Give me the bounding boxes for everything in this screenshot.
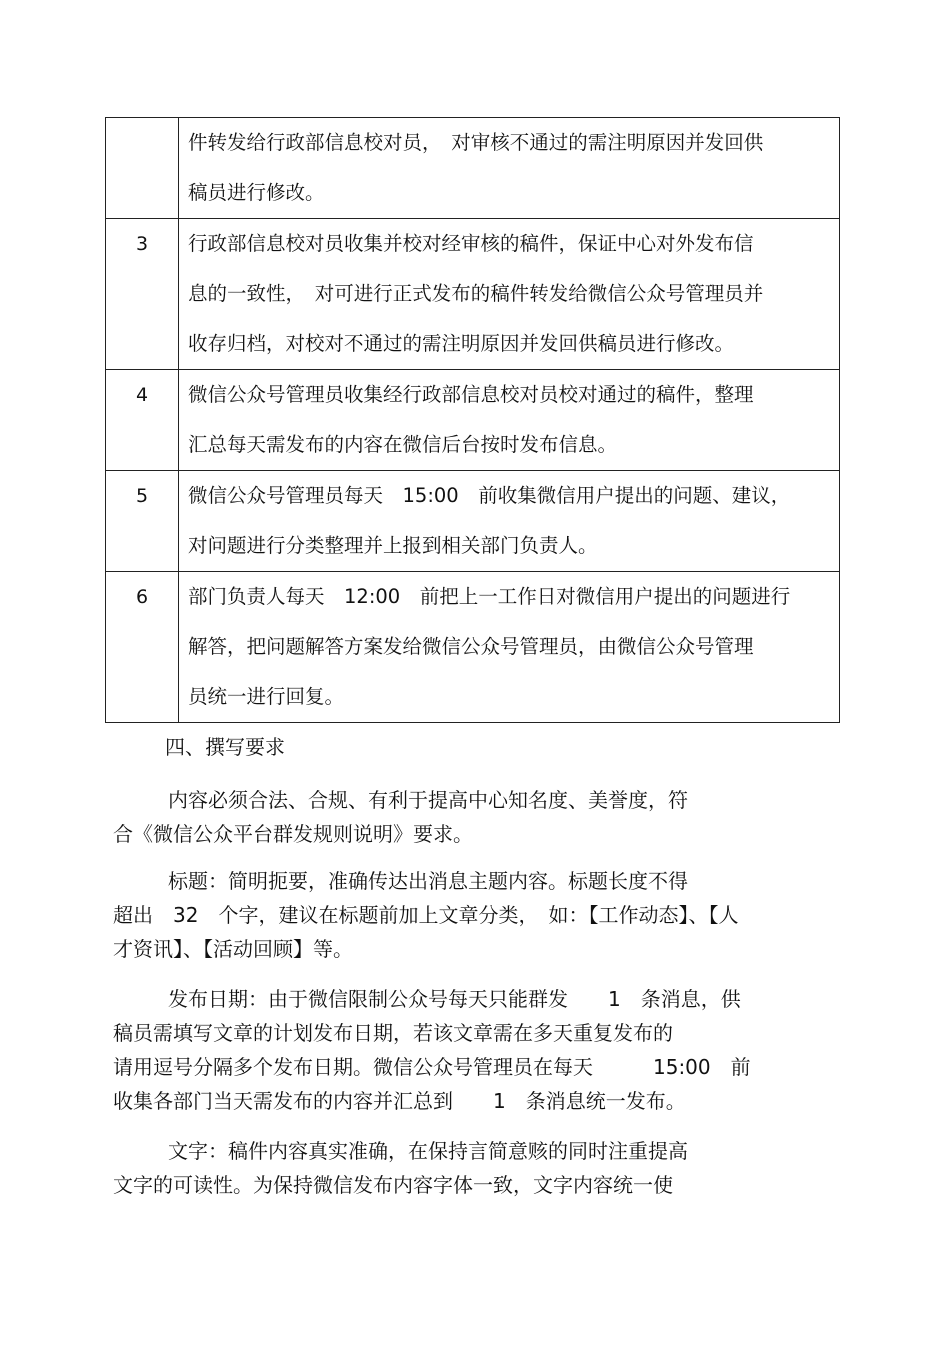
step-number: 6 xyxy=(106,572,179,723)
table-row xyxy=(106,572,840,723)
paragraph-publish-date-requirement: 发布日期：由于微信限制公众号每天只能群发 1 条消息，供 稿员需填写文章的计划发布日期，若该文章需在多天重复发布的 请用逗号分隔多个发布日期。微信公众号管理员在每天 15:00 前 收集各部门当天需发布的内容并汇总到 1 条消息统一发布。 xyxy=(113,987,751,1113)
section-heading: 四、撰写要求 xyxy=(165,735,285,759)
step-description: 微信公众号管理员每天 15:00 前收集微信用户提出的问题、建议， 对问题进行分类整理并上报到相关部门负责人。 xyxy=(179,471,840,572)
paragraph-text-requirement: 文字：稿件内容真实准确，在保持言简意赅的同时注重提高 文字的可读性。为保持微信发布内容字体一致，文字内容统一使 xyxy=(113,1139,688,1197)
table-row xyxy=(106,471,840,572)
step-number: 4 xyxy=(106,370,179,471)
paragraph-title-requirement: 标题：简明扼要，准确传达出消息主题内容。标题长度不得 超出 32 个字，建议在标题前加上文章分类， 如：【工作动态】、【人 才资讯】、【活动回顾】等。 xyxy=(113,869,739,961)
table-row xyxy=(106,370,840,471)
table-row xyxy=(106,219,840,370)
paragraph-content-requirement: 内容必须合法、合规、有利于提高中心知名度、美誉度，符 合《微信公众平台群发规则说明》要求。 xyxy=(113,788,688,846)
procedure-table xyxy=(105,117,840,723)
step-description: 部门负责人每天 12:00 前把上一工作日对微信用户提出的问题进行 解答，把问题解答方案发给微信公众号管理员，由微信公众号管理 员统一进行回复。 xyxy=(179,572,840,723)
step-description: 行政部信息校对员收集并校对经审核的稿件，保证中心对外发布信 息的一致性， 对可进行正式发布的稿件转发给微信公众号管理员并 收存归档，对校对不通过的需注明原因并发回供稿员进行修改。 xyxy=(179,219,840,370)
step-number xyxy=(106,118,179,219)
step-number: 5 xyxy=(106,471,179,572)
table-row xyxy=(106,118,840,219)
step-number: 3 xyxy=(106,219,179,370)
step-description: 微信公众号管理员收集经行政部信息校对员校对通过的稿件，整理 汇总每天需发布的内容在微信后台按时发布信息。 xyxy=(179,370,840,471)
step-description: 件转发给行政部信息校对员， 对审核不通过的需注明原因并发回供 稿员进行修改。 xyxy=(179,118,840,219)
